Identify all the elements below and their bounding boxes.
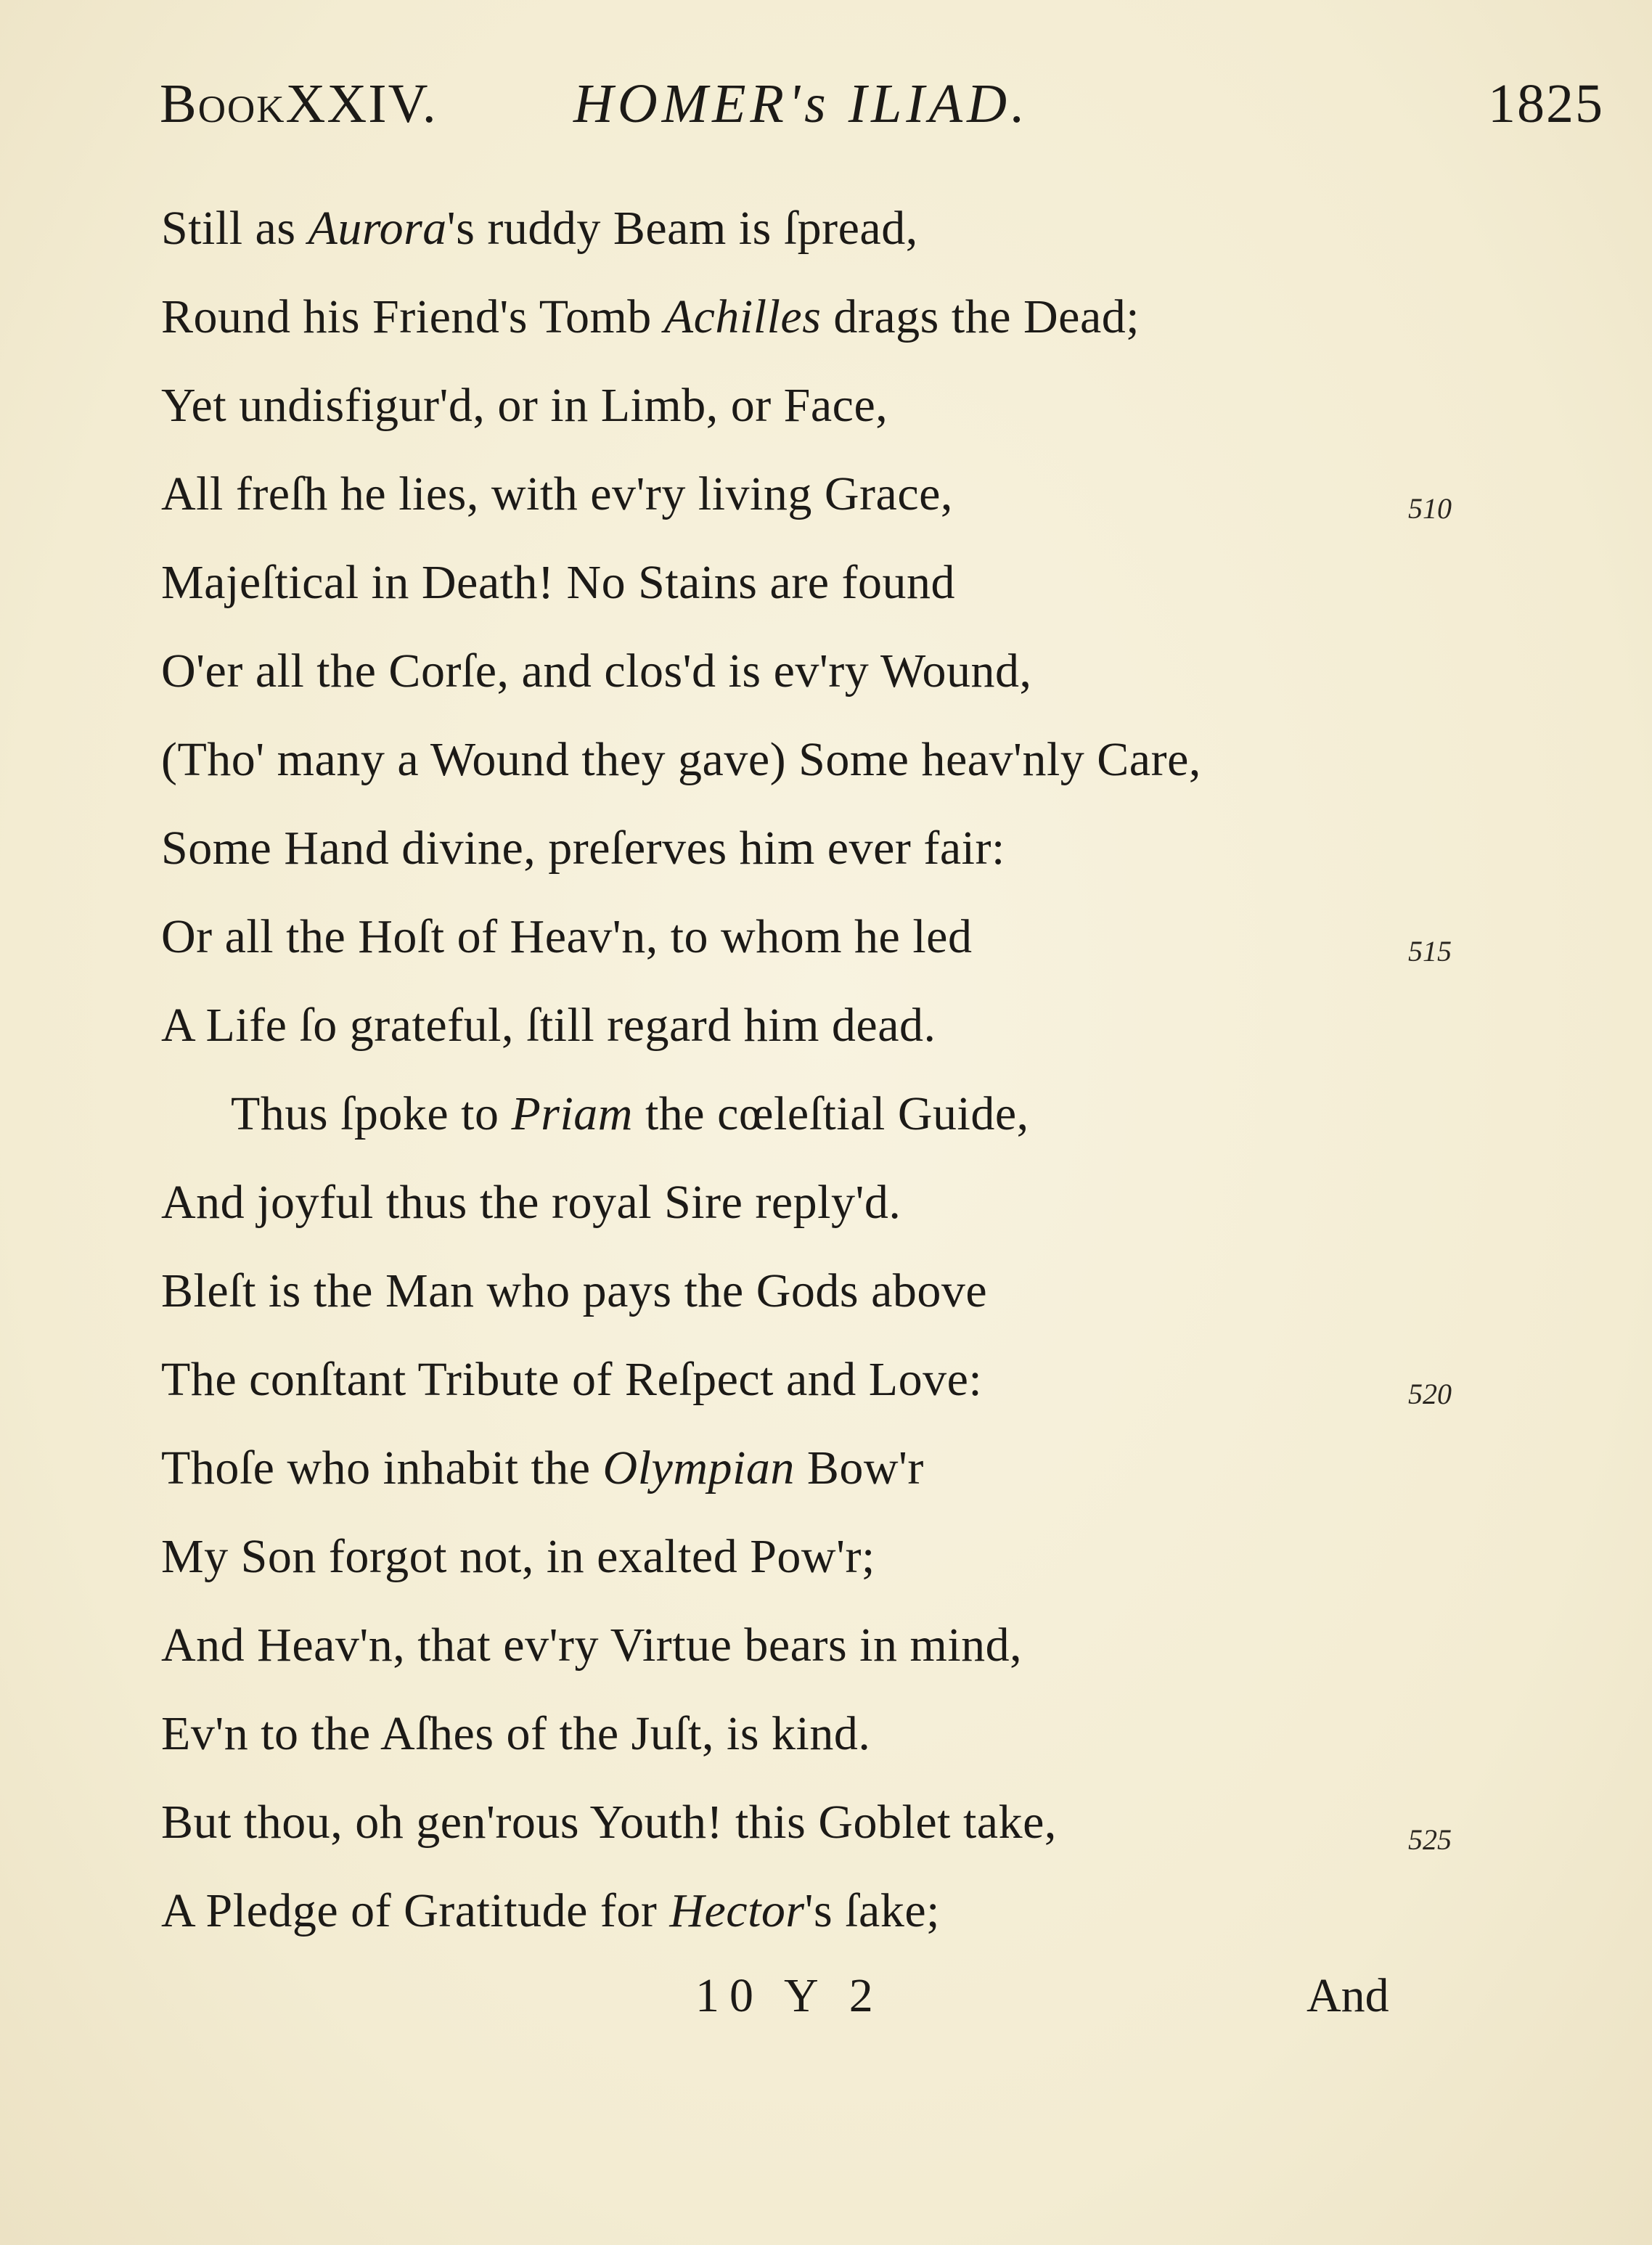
book-label: Book [160, 73, 286, 134]
verse-line: (Tho' many a Wound they gave) Some heav'nly Care, [161, 733, 1201, 786]
line-number: 510 [1408, 492, 1452, 525]
line-number: 515 [1408, 935, 1452, 968]
verse-line: Yet undisfigur'd, or in Limb, or Face, [161, 379, 888, 432]
verse-line: Ev'n to the Aſhes of the Juſt, is kind. [161, 1707, 871, 1760]
verse-line: Bleſt is the Man who pays the Gods above [161, 1264, 988, 1317]
verse-line: And Heav'n, that ev'ry Virtue bears in mind, [161, 1619, 1023, 1672]
verse-line: But thou, oh gen'rous Youth! this Goblet take, [161, 1796, 1057, 1849]
verse-line: Still as Aurora's ruddy Beam is ſpread, [161, 202, 918, 255]
verse-line: Thus ſpoke to Priam the cœleſtial Guide, [231, 1087, 1029, 1140]
running-title: HOMER's ILIAD. [573, 73, 1029, 134]
verse-line: And joyful thus the royal Sire reply'd. [161, 1176, 901, 1229]
line-number: 520 [1408, 1378, 1452, 1410]
verse-line: A Life ſo grateful, ſtill regard him dead. [161, 999, 936, 1052]
signature-mark: 10 Y 2 [695, 1969, 883, 2022]
verse-line: Thoſe who inhabit the Olympian Bow'r [161, 1442, 924, 1494]
verse-line: A Pledge of Gratitude for Hector's ſake; [161, 1884, 940, 1937]
page-number: 1825 [1488, 73, 1604, 134]
verse-line: O'er all the Corſe, and clos'd is ev'ry Wound, [161, 645, 1032, 698]
verse-line: My Son forgot not, in exalted Pow'r; [161, 1530, 875, 1583]
verse-line: All freſh he lies, with ev'ry living Grace, [161, 467, 953, 520]
book-number: XXIV. [285, 73, 438, 134]
page-footer [0, 1960, 1652, 2032]
verse-line: Majeſtical in Death! No Stains are found [161, 556, 956, 609]
verse-line: Some Hand divine, preſerves him ever fair: [161, 822, 1005, 875]
verse-line: The conſtant Tribute of Reſpect and Love: [161, 1353, 983, 1406]
verse-line: Round his Friend's Tomb Achilles drags the Dead; [161, 290, 1140, 343]
line-number: 525 [1408, 1823, 1452, 1856]
catchword: And [1307, 1969, 1389, 2022]
verse-line: Or all the Hoſt of Heav'n, to whom he led [161, 910, 973, 963]
